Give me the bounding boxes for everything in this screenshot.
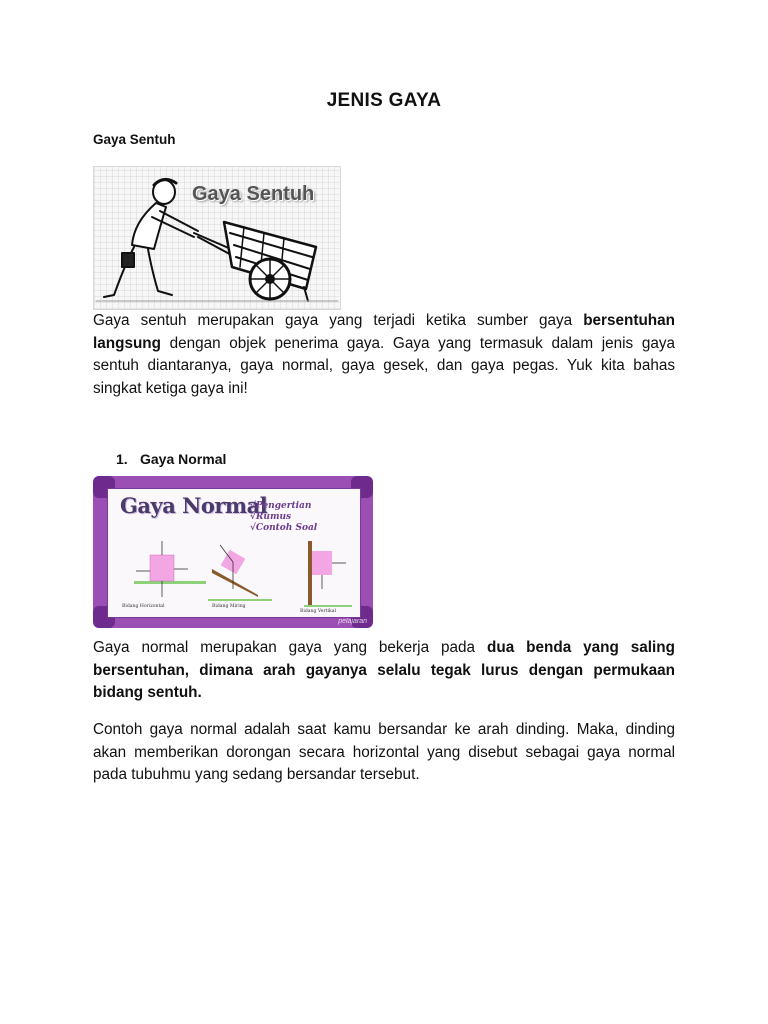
paragraph-gaya-sentuh	[93, 310, 675, 400]
banner-content	[107, 488, 361, 618]
paragraph-bold-text: bersentuhan langsung	[93, 312, 675, 352]
paragraph-bold-text: dua benda yang saling bersentuhan, dimana arah gayanya selalu tegak lurus dengan permukaan bidang sentuh.	[93, 639, 675, 701]
block-horizontal	[150, 555, 174, 581]
section-heading: Gaya Sentuh	[93, 132, 176, 147]
banner-bullet: √Rumus	[250, 512, 292, 522]
gaya-sentuh-illustration	[93, 166, 341, 310]
paragraph-contoh-gaya-normal: Contoh gaya normal adalah saat kamu bersandar ke arah dinding. Maka, dinding akan memberikan dorongan secara horizontal yang disebut sebagai gaya normal pada tubuhmu yang sedang bersandar tersebut.	[93, 721, 675, 783]
horizontal-surface	[134, 581, 206, 584]
paragraph-gaya-normal	[93, 637, 675, 705]
caption-horizontal: Bidang Horizontal	[122, 604, 165, 609]
banner-bullet: √Pengertian	[250, 501, 312, 511]
vertical-surface	[308, 541, 312, 607]
paragraph-text: Gaya normal merupakan gaya yang bekerja pada	[93, 639, 488, 656]
banner-title: Gaya Normal	[120, 493, 268, 518]
gaya-normal-banner	[93, 476, 373, 628]
list-label: Gaya Normal	[140, 451, 227, 467]
paragraph-text: dengan objek penerima gaya. Gaya yang termasuk dalam jenis gaya sentuh diantaranya, gaya normal, gaya gesek, dan gaya pegas. Yuk kita bahas singkat ketiga gaya ini!	[93, 334, 675, 397]
list-number: 1.	[116, 451, 128, 467]
document-title: JENIS GAYA	[326, 90, 442, 111]
watermark: pelajaran	[338, 618, 367, 625]
force-diagrams	[108, 489, 360, 617]
list-item-gaya-normal	[116, 451, 226, 467]
figure-label: Gaya Sentuh	[192, 183, 315, 205]
caption-vertical: Bidang Vertikal	[300, 609, 337, 614]
banner-bullet: √Contoh Soal	[250, 523, 318, 533]
caption-inclined: Bidang Miring	[212, 604, 246, 609]
block-vertical	[312, 551, 332, 575]
paragraph-text: Gaya sentuh merupakan gaya yang terjadi ketika sumber gaya	[93, 312, 584, 329]
